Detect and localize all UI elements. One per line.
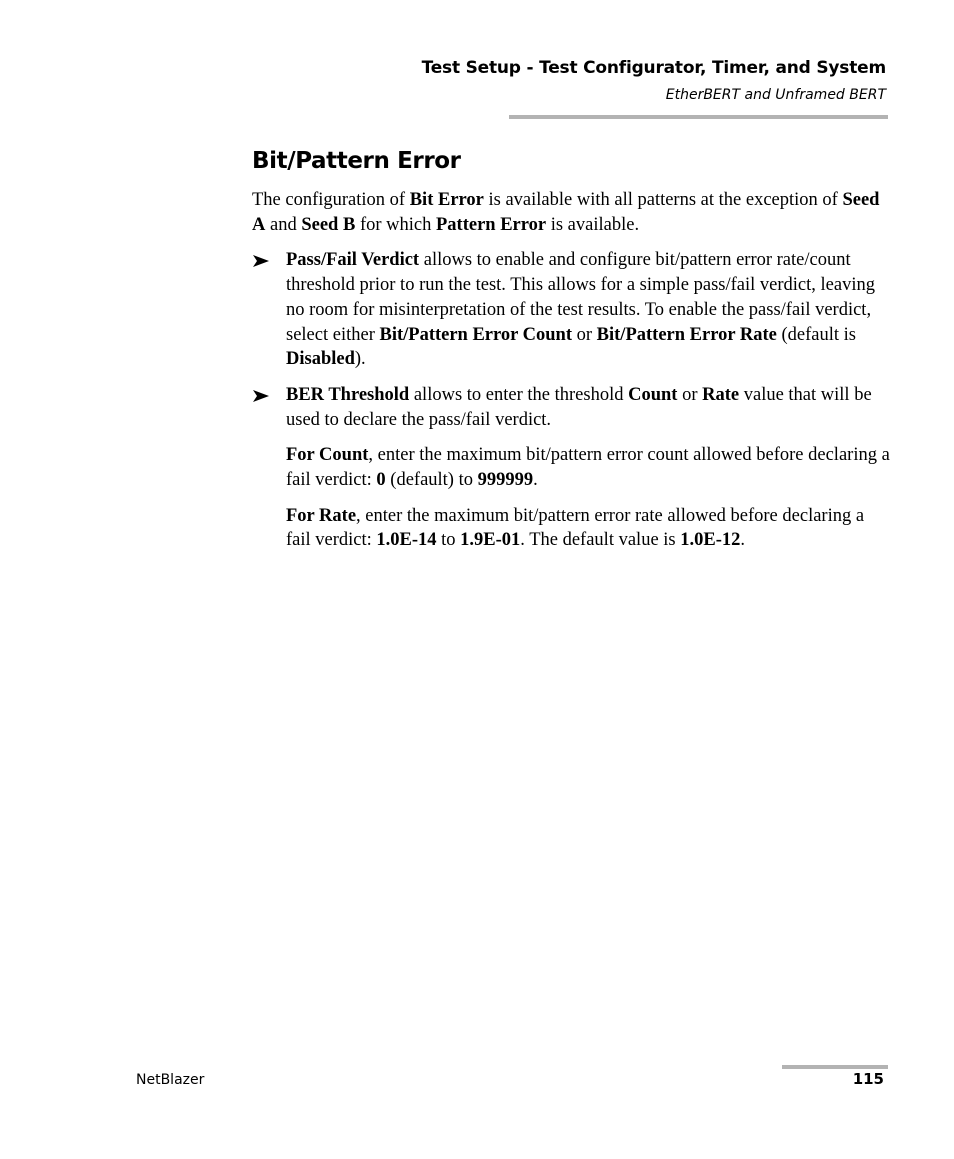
intro-text: and <box>265 214 302 235</box>
section-heading: Bit/Pattern Error <box>252 148 461 174</box>
header-subtitle: EtherBERT and Unframed BERT <box>665 87 886 103</box>
intro-term-seed-a: Seed A <box>252 190 880 235</box>
intro-term-seed-b: Seed B <box>301 214 356 235</box>
term-rate: Rate <box>702 384 740 405</box>
bullet-text: or <box>677 384 703 405</box>
paragraph-text: , enter the maximum bit/pattern error rate allowed before declaring a fail verdict: <box>286 505 865 551</box>
bullet-text: allows to enable and configure bit/pattern error rate/count threshold prior to run the test. This allows for a simple pass/fail verdict, leaving no room for misinterpretation of the test results. To enable the pass/fail verdict, select either <box>286 250 875 345</box>
main-content <box>252 146 892 564</box>
term-error-count: Bit/Pattern Error Count <box>379 324 572 345</box>
bullet-pass-fail-verdict <box>252 248 892 372</box>
page-number: 115 <box>852 1070 884 1088</box>
paragraph-text: . <box>740 530 745 551</box>
term-for-rate: For Rate <box>286 505 357 526</box>
bullet-text: value that will be used to declare the pass/fail verdict. <box>286 384 872 430</box>
header-title: Test Setup - Test Configurator, Timer, and System <box>421 58 886 78</box>
arrowhead-bullet-icon <box>252 389 270 403</box>
for-rate-paragraph <box>252 504 892 553</box>
paragraph-text: . <box>533 470 538 491</box>
intro-text: is available. <box>546 214 640 235</box>
value-rate-max: 1.9E-01 <box>460 530 521 551</box>
intro-term-pattern-error: Pattern Error <box>435 214 547 235</box>
header-divider <box>509 115 888 119</box>
intro-text: The configuration of <box>252 190 410 210</box>
value-count-max: 999999 <box>477 470 534 491</box>
arrowhead-bullet-icon <box>252 254 270 268</box>
for-count-paragraph <box>252 443 892 492</box>
term-for-count: For Count <box>286 445 369 466</box>
intro-text: for which <box>355 214 436 235</box>
bullet-ber-threshold <box>252 383 892 432</box>
paragraph-text: to <box>436 530 461 551</box>
term-disabled: Disabled <box>286 349 355 370</box>
bullet-text: ). <box>354 349 366 370</box>
paragraph-text: . The default value is <box>520 530 681 551</box>
bullet-text: or <box>572 324 597 345</box>
term-pass-fail-verdict: Pass/Fail Verdict <box>286 250 420 271</box>
intro-paragraph <box>252 188 892 237</box>
running-header <box>422 56 886 105</box>
term-count: Count <box>628 384 678 405</box>
intro-term-bit-error: Bit Error <box>409 190 484 210</box>
paragraph-text: (default) to <box>385 470 478 491</box>
intro-text: is available with all patterns at the exception of <box>483 190 843 210</box>
bullet-text: (default is <box>776 324 856 345</box>
footer-product-name: NetBlazer <box>136 1072 205 1088</box>
value-count-min: 0 <box>376 470 386 491</box>
paragraph-text: , enter the maximum bit/pattern error count allowed before declaring a fail verdict: <box>286 445 890 491</box>
value-rate-min: 1.0E-14 <box>376 530 437 551</box>
term-ber-threshold: BER Threshold <box>286 384 410 405</box>
term-error-rate: Bit/Pattern Error Rate <box>596 324 777 345</box>
value-rate-default: 1.0E-12 <box>680 530 741 551</box>
bullet-text: allows to enter the threshold <box>409 384 629 405</box>
